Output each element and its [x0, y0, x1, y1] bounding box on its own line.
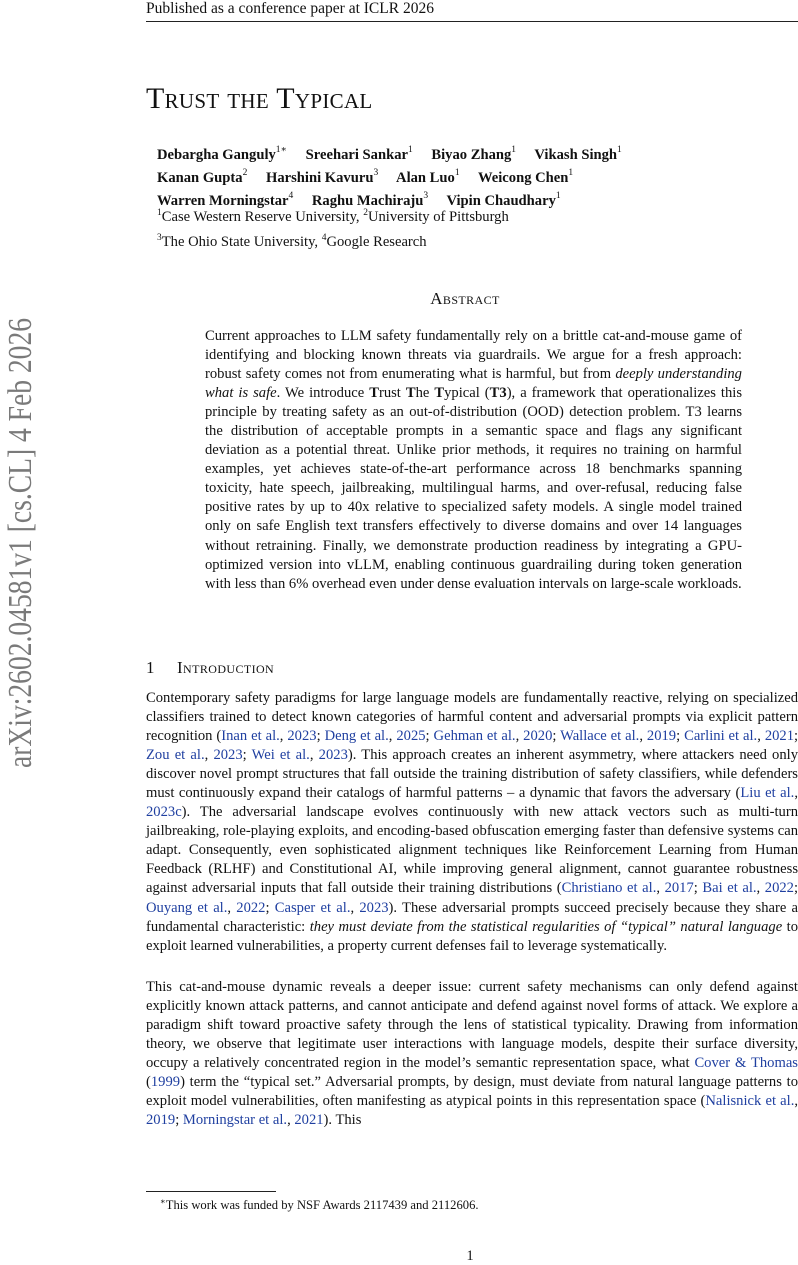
abstract-heading: Abstract — [430, 289, 500, 308]
paper-title: Trust the Typical — [146, 82, 373, 115]
page-number: 1 — [466, 1248, 474, 1264]
author-row — [157, 142, 637, 165]
section-heading — [146, 658, 274, 678]
footnote-rule — [146, 1191, 276, 1192]
citation-year-link[interactable]: 2022 — [764, 880, 794, 897]
citation-link[interactable]: Ouyang et al. — [146, 899, 228, 916]
citation-year-link[interactable]: 2020 — [523, 728, 553, 745]
affiliation-line: $^1$Case Western Reserve University, $^2$University of Pittsburgh — [157, 208, 509, 225]
author-row — [157, 165, 637, 188]
running-header: Published as a conference paper at ICLR 2026 — [146, 0, 434, 17]
citation-link[interactable]: Morningstar et al. — [182, 1112, 288, 1129]
citation-year-link[interactable]: 2022 — [236, 899, 266, 916]
citation-year-link[interactable]: 2023 — [318, 747, 348, 764]
intro-paragraph-1: Contemporary safety paradigms for large language models are fundamentally reactive, relying on specialized classifiers trained to detect known categories of harmful content and adversarial prompts via explicit pattern recognition (Inan et al., 2023; Deng et al., 2025; Gehman et al., 2020; Wallace et al., 2019; Carlini et al., 2021; Zou et al., 2023; Wei et al., 2023). This approach creates an inherent asymmetry, where attackers need only discover novel prompt structures that fall outside the training distribution of safety classifiers, while defenders must continuously expand their catalogs of harmful patterns – a dynamic that favors the adversary (Liu et al., 2023c). The adversarial landscape evolves continuously with new attack vectors such as multi-turn jailbreaking, role-playing exploits, and encoding-based obfuscation emerging faster than defensive systems can adapt. Consequently, even sophisticated alignment techniques like Reinforcement Learning from Human Feedback (RLHF) and Constitutional AI, while improving general alignment, cannot guarantee robustness against adversarial inputs that fall outside their training distributions (Christiano et al., 2017; Bai et al., 2022; Ouyang et al., 2022; Casper et al., 2023). These adversarial prompts succeed precisely because they share a fundamental characteristic: they must deviate from the statistical regularities of “typical” natural language to exploit learned vulnerabilities, a property current defenses fail to leverage systematically. — [146, 690, 798, 954]
citation-link[interactable]: Carlini et al. — [684, 728, 758, 745]
citation-link[interactable]: Wei et al. — [251, 747, 310, 764]
arxiv-stamp — [0, 0, 42, 800]
author: Raghu Machiraju$^3$ — [311, 190, 429, 209]
author: Vipin Chaudhary$^1$ — [446, 190, 561, 209]
author-list — [157, 142, 637, 211]
citation-year-link[interactable]: 2023 — [287, 728, 317, 745]
citation-year-link[interactable]: 2021 — [764, 728, 794, 745]
citation-year-link[interactable]: 2017 — [664, 880, 694, 897]
affiliations — [157, 203, 509, 253]
citation-link[interactable]: Liu et al. — [740, 785, 795, 802]
citation-link[interactable]: Casper et al. — [274, 899, 351, 916]
citation-link[interactable]: Bai et al. — [702, 880, 757, 897]
footnote: ∗This work was funded by NSF Awards 2117439 and 2112606. — [160, 1196, 479, 1213]
section-title: Introduction — [177, 658, 275, 677]
citation-year-link[interactable]: 2023c — [146, 804, 182, 821]
author: Vikash Singh$^1$ — [534, 145, 622, 163]
abstract-body: Current approaches to LLM safety fundamentally rely on a brittle cat-and-mouse game of identifying and blocking known threats via guardrails. We argue for a fresh approach: robust safety comes not from enumerating what is harmful, but from deeply understanding what is safe. We introduce Trust The Typical (T3), a framework that operationalizes this principle by treating safety as an out-of-distribution (OOD) detection problem. T3 learns the distribution of acceptable prompts in a semantic space and flags any significant deviation as a potential threat. Unlike prior methods, it requires no training on harmful examples, yet achieves state-of-the-art performance across 18 benchmarks spanning toxicity, hate speech, jailbreaking, multilingual harms, and over-refusal, reducing false positive rates by up to 40x relative to specialized safety models. A single model trained only on safe English text transfers effectively to diverse domains and over 14 languages without retraining. Finally, we demonstrate production readiness by integrating a GPU-optimized version into vLLM, enabling continuous guardrailing during token generation with less than 6% overhead even under dense evaluation intervals on large-scale workloads. — [205, 328, 743, 592]
citation-year-link[interactable]: 2023 — [359, 899, 389, 916]
citation-year-link[interactable]: 1999 — [150, 1074, 181, 1091]
citation-year-link[interactable]: 2023 — [213, 747, 243, 764]
section-number: 1 — [146, 658, 155, 677]
citation-link[interactable]: Christiano et al. — [561, 880, 657, 897]
citation-link[interactable]: Nalisnick et al. — [705, 1093, 795, 1110]
citation-link[interactable]: Inan et al. — [221, 728, 280, 745]
citation-year-link[interactable]: 2021 — [294, 1112, 324, 1129]
arxiv-stamp-text: arXiv:2602.04581v1 [cs.CL] 4 Feb 2026 — [2, 212, 39, 768]
citation-year-link[interactable]: 2025 — [396, 728, 426, 745]
author: Warren Morningstar$^4$ — [157, 190, 294, 209]
author: Kanan Gupta$^2$ — [157, 167, 248, 186]
citation-year-link[interactable]: 2019 — [146, 1112, 176, 1129]
header-rule — [146, 21, 798, 22]
citation-year-link[interactable]: 2019 — [646, 728, 677, 745]
author: Debargha Ganguly$^{1∗}$ — [157, 145, 288, 163]
author: Alan Luo$^1$ — [396, 167, 460, 186]
author: Harshini Kavuru$^3$ — [265, 167, 379, 186]
affiliation-line: $^3$The Ohio State University, $^4$Google Research — [157, 232, 427, 250]
author: Biyao Zhang$^1$ — [431, 145, 517, 163]
citation-link[interactable]: Deng et al. — [324, 728, 389, 745]
intro-paragraph-2: This cat-and-mouse dynamic reveals a deeper issue: current safety mechanisms can only defend against explicitly known attack patterns, and cannot anticipate and defend against novel forms of attack. We explore a paradigm shift toward proactive safety through the lens of statistical typicality. Drawing from information theory, we observe that legitimate user interactions with language models, despite their surface diversity, occupy a relatively concentrated region in the model’s semantic representation space, what Cover & Thomas (1999) term the “typical set.” Adversarial prompts, by design, must deviate from natural language patterns to exploit model vulnerabilities, often manifesting as atypical points in this representation space (Nalisnick et al., 2019; Morningstar et al., 2021). This — [146, 979, 798, 1129]
citation-link[interactable]: Zou et al. — [146, 747, 205, 764]
citation-link[interactable]: Gehman et al. — [433, 728, 516, 745]
author: Weicong Chen$^1$ — [477, 167, 574, 186]
citation-link[interactable]: Wallace et al. — [560, 728, 640, 745]
author: Sreehari Sankar$^1$ — [305, 145, 413, 163]
citation-link[interactable]: Cover & Thomas — [694, 1055, 798, 1072]
